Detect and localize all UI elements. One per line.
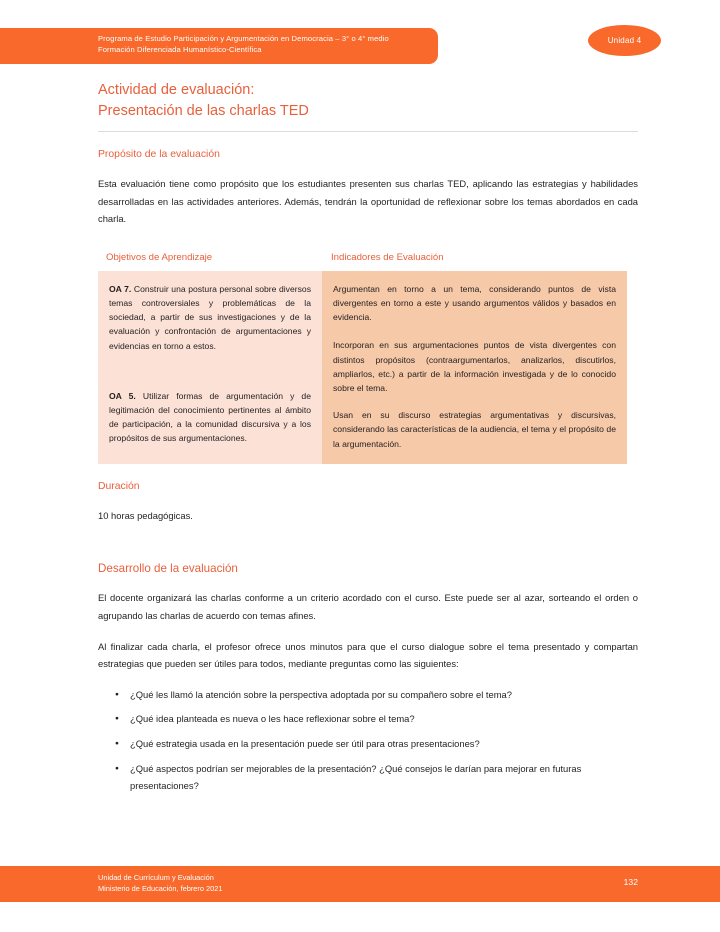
objective-code-oa7: OA 7. xyxy=(109,283,132,294)
program-header-bar xyxy=(0,28,438,64)
section-heading-development: Desarrollo de la evaluación xyxy=(98,562,238,576)
document-content xyxy=(98,80,638,802)
table-header-objectives: Objetivos de Aprendizaje xyxy=(106,251,213,263)
page-footer-bar xyxy=(0,866,720,902)
title-divider xyxy=(98,131,638,132)
unit-badge: Unidad 4 xyxy=(588,25,661,56)
footer-line-2: Ministerio de Educación, febrero 2021 xyxy=(98,884,223,894)
development-paragraph-1: El docente organizará las charlas conforme a un criterio acordado con el curso. Este puede ser al azar, sorteando el orden o agrupando las charlas de acuerdo con temas afines. xyxy=(98,592,638,621)
footer-institution xyxy=(98,872,222,895)
development-paragraph-2: Al finalizar cada charla, el profesor ofrece unos minutos para que el curso dialogue sobre el tema presentado y compartan estrategias que pueden ser útiles para todos, mediante preguntas como las siguientes: xyxy=(98,640,638,670)
table-header-row xyxy=(98,251,638,264)
program-header-line-1: Programa de Estudio Participación y Argumentación en Democracia – 3° o 4° medio xyxy=(98,34,389,43)
list-item: ● ¿Qué estrategia usada en la presentación puede ser útil para otras presentaciones? xyxy=(130,735,638,753)
objectives-indicators-table xyxy=(98,251,638,464)
footer-page-number: 132 xyxy=(623,877,638,887)
page-title xyxy=(98,80,638,122)
program-header-line-2: Formación Diferenciada Humanístico-Científica xyxy=(98,45,262,55)
list-item: ● ¿Qué les llamó la atención sobre la perspectiva adoptada por su compañero sobre el tema? xyxy=(130,686,638,704)
table-column-indicators xyxy=(322,271,627,464)
list-item: ● ¿Qué idea planteada es nueva o les hace reflexionar sobre el tema? xyxy=(130,710,638,728)
page-title-line-2: Presentación de las charlas TED xyxy=(98,103,309,119)
objective-cell-oa5 xyxy=(109,389,311,446)
indicator-item-3: Usan en su discurso estrategias argumentativas y discursivas, considerando las características de la audiencia, el tema y el propósito de la argumentación. xyxy=(333,410,616,449)
duration-value: 10 horas pedagógicas. xyxy=(98,509,193,521)
objective-cell-oa7 xyxy=(109,282,311,353)
footer-line-1: Unidad de Currículum y Evaluación xyxy=(98,873,214,882)
objective-code-oa5: OA 5. xyxy=(109,390,136,401)
purpose-paragraph: Esta evaluación tiene como propósito que los estudiantes presenten sus charlas TED, aplicando las estrategias y habilidades desarrolladas en las actividades anteriores. Además, tendrán la oportunidad de reflexionar sobre los temas abordados en cada charla. xyxy=(98,178,638,225)
section-heading-purpose: Propósito de la evaluación xyxy=(98,149,220,160)
reflection-question-list xyxy=(98,686,638,795)
indicator-item-2: Incorporan en sus argumentaciones puntos de vista divergentes con distintos propósitos (contraargumentarlos, analizarlos, discutirlos, ampliarlos, etc.) a partir de la información investigada y de lo conocido sobre el tema. xyxy=(333,340,616,393)
objective-text-oa7: Construir una postura personal sobre diversos temas controversiales y problemáticas de la sociedad, a partir de sus investigaciones y de la evaluación y confrontación de argumentaciones y evidencias en torno a estos. xyxy=(109,283,311,351)
list-item: ● ¿Qué aspectos podrían ser mejorables de la presentación? ¿Qué consejos le darían para mejorar en futuras presentaciones? xyxy=(130,760,638,795)
table-column-objectives xyxy=(98,271,322,464)
indicator-item-1: Argumentan en torno a un tema, considerando puntos de vista divergentes en torno a este y usando argumentos válidos y basados en evidencia. xyxy=(333,283,616,323)
table-header-indicators: Indicadores de Evaluación xyxy=(331,251,444,263)
table-body xyxy=(98,271,627,464)
section-heading-duration: Duración xyxy=(98,480,140,492)
objective-text-oa5: Utilizar formas de argumentación y de legitimación del conocimiento pertinentes al ámbito de participación, a la comunidad discursiva y a los propósitos de sus argumentaciones. xyxy=(109,390,311,444)
page-title-line-1: Actividad de evaluación: xyxy=(98,82,255,98)
